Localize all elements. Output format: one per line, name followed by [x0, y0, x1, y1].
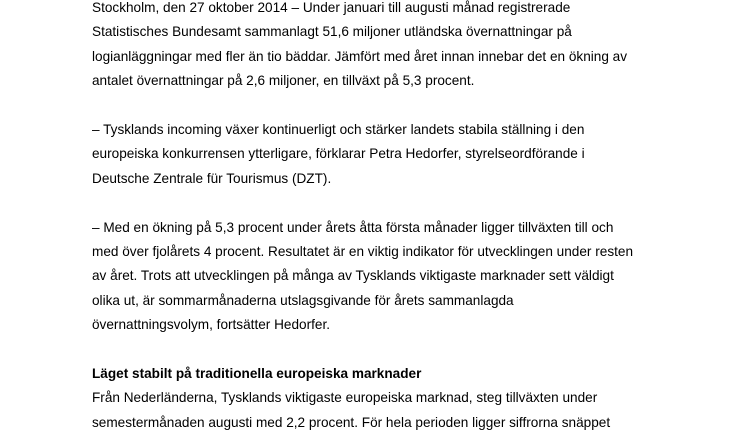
paragraph-intro: [92, 0, 712, 94]
text-line: europeiska konkurrensen ytterligare, förklarar Petra Hedorfer, styrelseordförande i: [92, 146, 585, 162]
text-line: antalet övernattningar på 2,6 miljoner, en tillväxt på 5,3 procent.: [92, 73, 475, 89]
paragraph-quote-2: [92, 216, 712, 338]
section-heading: Läget stabilt på traditionella europeiska marknader: [92, 366, 422, 382]
section-european-markets: [92, 362, 712, 435]
text-line: Stockholm, den 27 oktober 2014 – Under januari till augusti månad registrerade: [92, 0, 571, 15]
text-line: med över fjolårets 4 procent. Resultatet är en viktig indikator för utvecklingen under resten: [92, 244, 634, 260]
text-line: Från Nederländerna, Tysklands viktigaste europeiska marknad, steg tillväxten under: [92, 390, 598, 406]
text-line: – Med en ökning på 5,3 procent under årets åtta första månader ligger tillväxten till och: [92, 219, 614, 235]
text-line: logianläggningar med fler än tio bäddar. Jämfört med året innan innebar det en ökning av: [92, 48, 628, 64]
text-line: olika ut, är sommarmånaderna utslagsgivande för årets sammanlagda: [92, 292, 514, 308]
document-body: [92, 0, 712, 435]
text-line: Statistisches Bundesamt sammanlagt 51,6 miljoner utländska övernattningar på: [92, 24, 572, 40]
text-line: av året. Trots att utvecklingen på många av Tysklands viktigaste marknader sett väldigt: [92, 268, 614, 284]
text-line: semestermånaden augusti med 2,2 procent. För hela perioden ligger siffrorna snäppet: [92, 414, 611, 430]
text-line: – Tysklands incoming växer kontinuerligt och stärker landets stabila ställning i den: [92, 122, 585, 138]
text-line: övernattningsvolym, fortsätter Hedorfer.: [92, 317, 330, 333]
text-line: Deutsche Zentrale für Tourismus (DZT).: [92, 170, 332, 186]
paragraph-quote-1: [92, 118, 712, 191]
